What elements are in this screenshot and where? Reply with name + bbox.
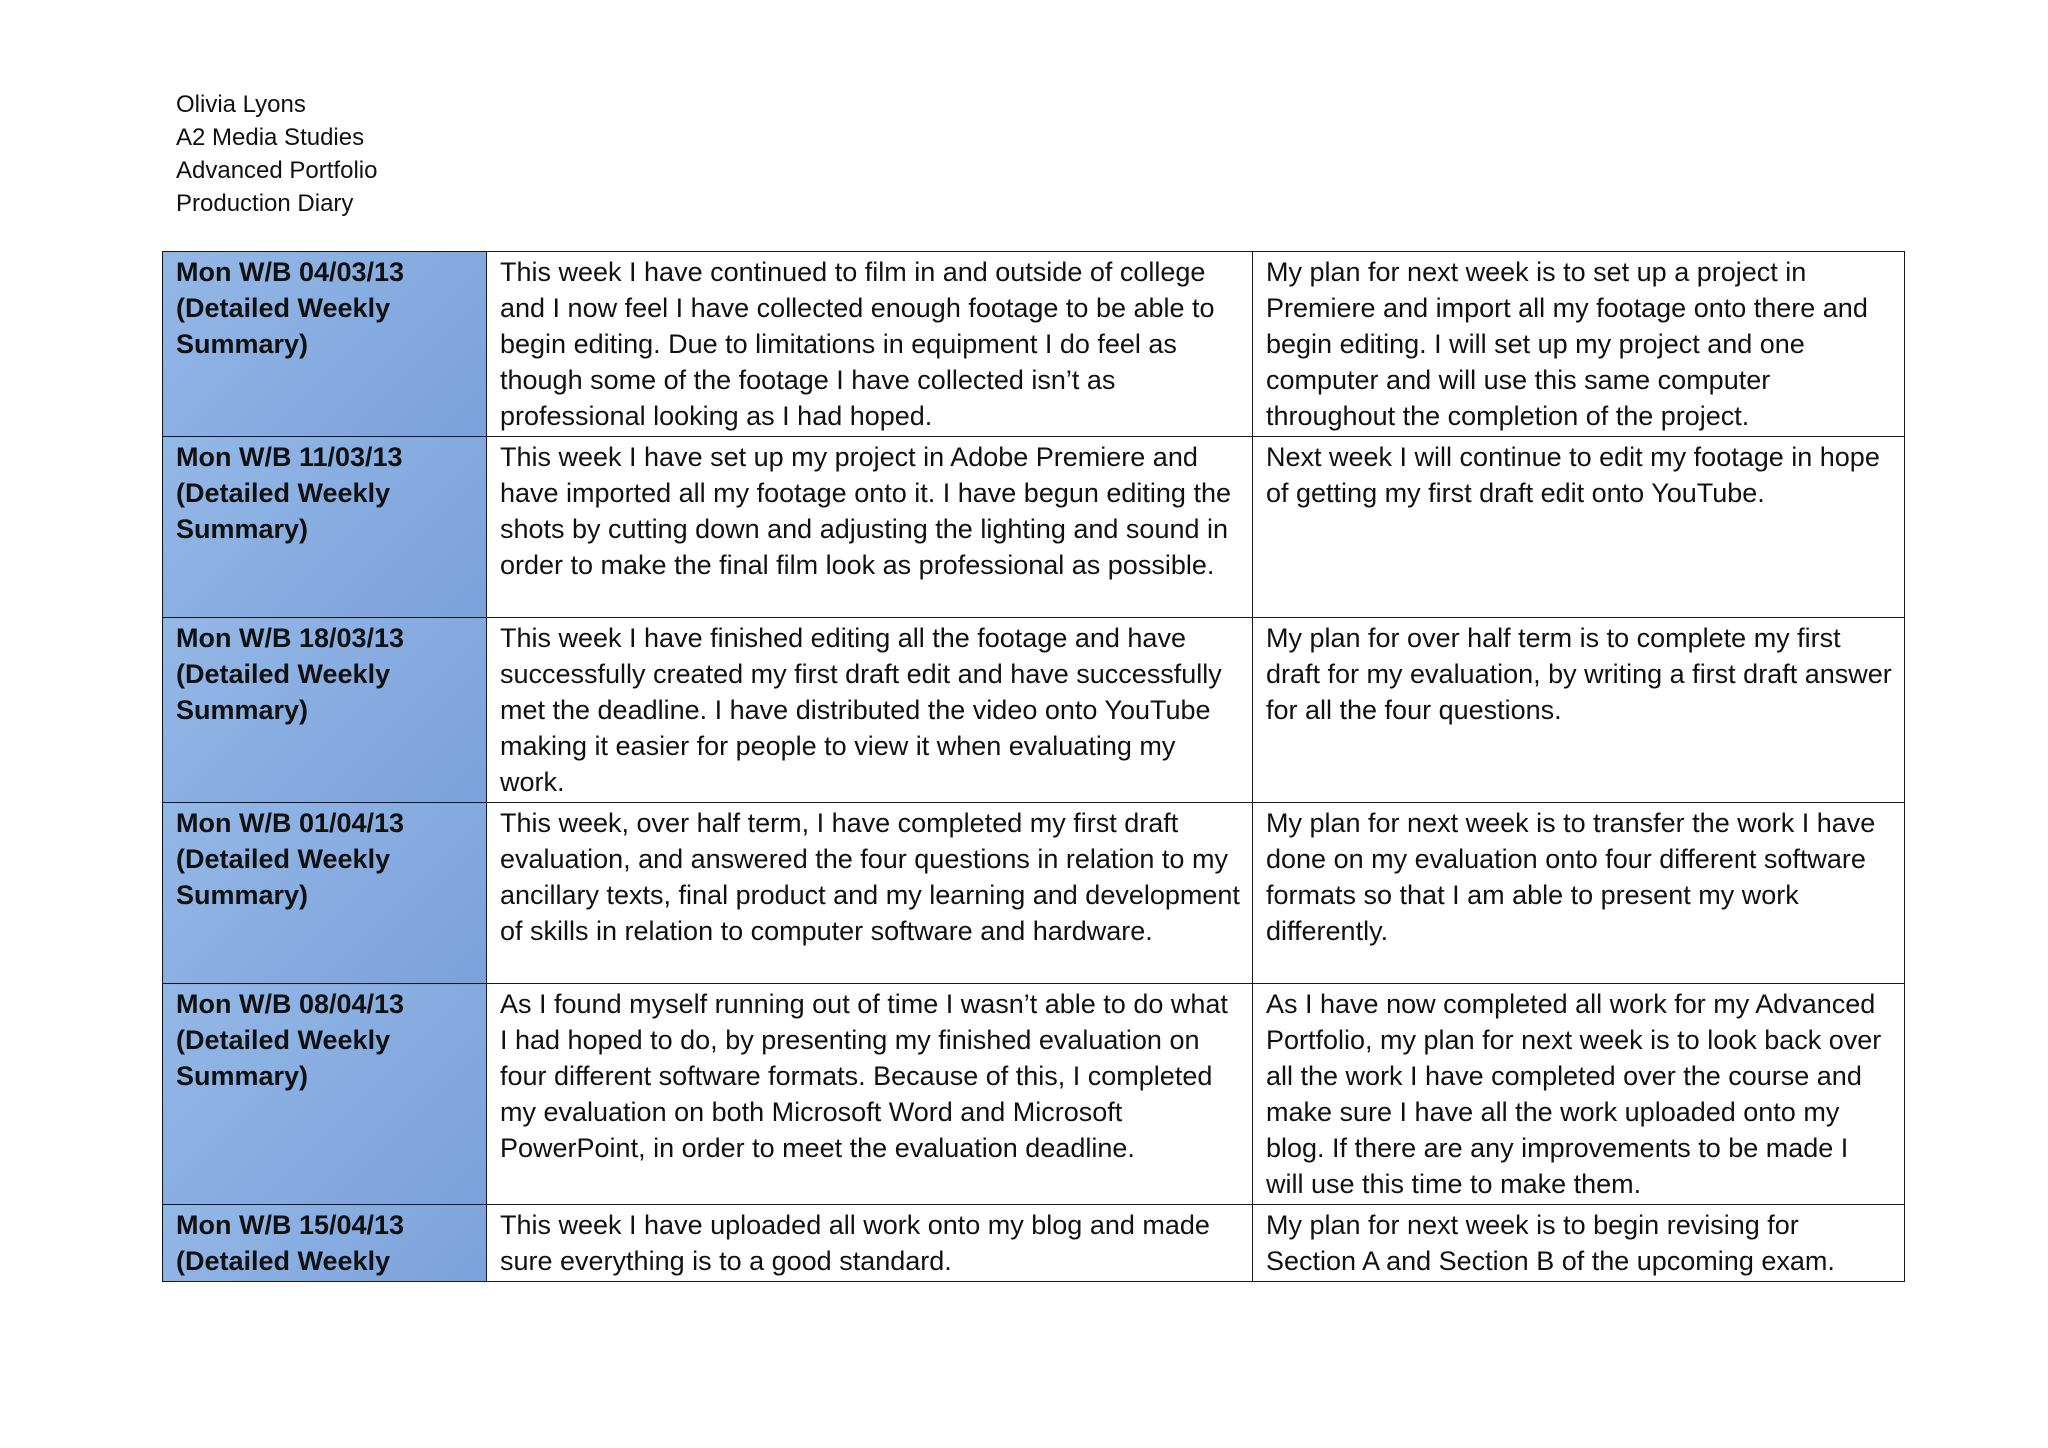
next-week-plan-cell: My plan for over half term is to complete my first draft for my evaluation, by writing a first draft answer for all the four questions. xyxy=(1253,618,1905,803)
week-label: (Detailed Weekly xyxy=(176,293,391,323)
week-cell xyxy=(163,984,487,1205)
document-header xyxy=(176,88,377,220)
week-label: Summary) xyxy=(176,329,309,359)
course-name: A2 Media Studies xyxy=(176,124,365,151)
week-label: (Detailed Weekly xyxy=(176,478,391,508)
next-week-plan-cell: My plan for next week is to set up a project in Premiere and import all my footage onto there and begin editing. I will set up my project and one computer and will use this same computer throughout the completion of the project. xyxy=(1253,252,1905,437)
week-label: Summary) xyxy=(176,880,309,910)
table-row xyxy=(163,984,1905,1205)
weekly-review-cell: As I found myself running out of time I wasn’t able to do what I had hoped to do, by presenting my finished evaluation on four different software formats. Because of this, I completed my evaluation on both Microsoft Word and Microsoft PowerPoint, in order to meet the evaluation deadline. xyxy=(487,984,1253,1205)
week-cell xyxy=(163,803,487,984)
week-date: Mon W/B 11/03/13 xyxy=(176,442,403,472)
week-date: Mon W/B 01/04/13 xyxy=(176,808,405,838)
weekly-review-cell: This week I have finished editing all the footage and have successfully created my first draft edit and have successfully met the deadline. I have distributed the video onto YouTube making it easier for people to view it when evaluating my work. xyxy=(487,618,1253,803)
student-name: Olivia Lyons xyxy=(176,91,306,118)
week-label: (Detailed Weekly xyxy=(176,659,391,689)
next-week-plan-cell: My plan for next week is to transfer the work I have done on my evaluation onto four different software formats so that I am able to present my work differently. xyxy=(1253,803,1905,984)
weekly-review-cell: This week, over half term, I have completed my first draft evaluation, and answered the four questions in relation to my ancillary texts, final product and my learning and development of skills in relation to computer software and hardware. xyxy=(487,803,1253,984)
production-diary-table xyxy=(162,251,1905,1282)
week-date: Mon W/B 15/04/13 xyxy=(176,1210,405,1240)
week-date: Mon W/B 08/04/13 xyxy=(176,989,405,1019)
week-cell xyxy=(163,618,487,803)
next-week-plan-cell: My plan for next week is to begin revising for Section A and Section B of the upcoming exam. xyxy=(1253,1205,1905,1282)
table-row xyxy=(163,1205,1905,1282)
unit-name: Advanced Portfolio xyxy=(176,157,378,184)
week-label: (Detailed Weekly xyxy=(176,844,391,874)
weekly-review-cell: This week I have continued to film in and outside of college and I now feel I have collected enough footage to be able to begin editing. Due to limitations in equipment I do feel as though some of the footage I have collected isn’t as professional looking as I had hoped. xyxy=(487,252,1253,437)
week-label: Summary) xyxy=(176,514,309,544)
week-cell xyxy=(163,252,487,437)
week-label: (Detailed Weekly xyxy=(176,1246,391,1276)
table-row xyxy=(163,618,1905,803)
week-date: Mon W/B 04/03/13 xyxy=(176,257,405,287)
table-row xyxy=(163,803,1905,984)
document-title: Production Diary xyxy=(176,190,354,217)
week-cell xyxy=(163,1205,487,1282)
week-label: Summary) xyxy=(176,695,309,725)
week-date: Mon W/B 18/03/13 xyxy=(176,623,405,653)
weekly-review-cell: This week I have set up my project in Adobe Premiere and have imported all my footage onto it. I have begun editing the shots by cutting down and adjusting the lighting and sound in order to make the final film look as professional as possible. xyxy=(487,437,1253,618)
week-label: (Detailed Weekly xyxy=(176,1025,391,1055)
week-cell xyxy=(163,437,487,618)
week-label: Summary) xyxy=(176,1061,309,1091)
table-row xyxy=(163,252,1905,437)
weekly-review-cell: This week I have uploaded all work onto my blog and made sure everything is to a good standard. xyxy=(487,1205,1253,1282)
next-week-plan-cell: As I have now completed all work for my Advanced Portfolio, my plan for next week is to look back over all the work I have completed over the course and make sure I have all the work uploaded onto my blog. If there are any improvements to be made I will use this time to make them. xyxy=(1253,984,1905,1205)
next-week-plan-cell: Next week I will continue to edit my footage in hope of getting my first draft edit onto YouTube. xyxy=(1253,437,1905,618)
table-row xyxy=(163,437,1905,618)
